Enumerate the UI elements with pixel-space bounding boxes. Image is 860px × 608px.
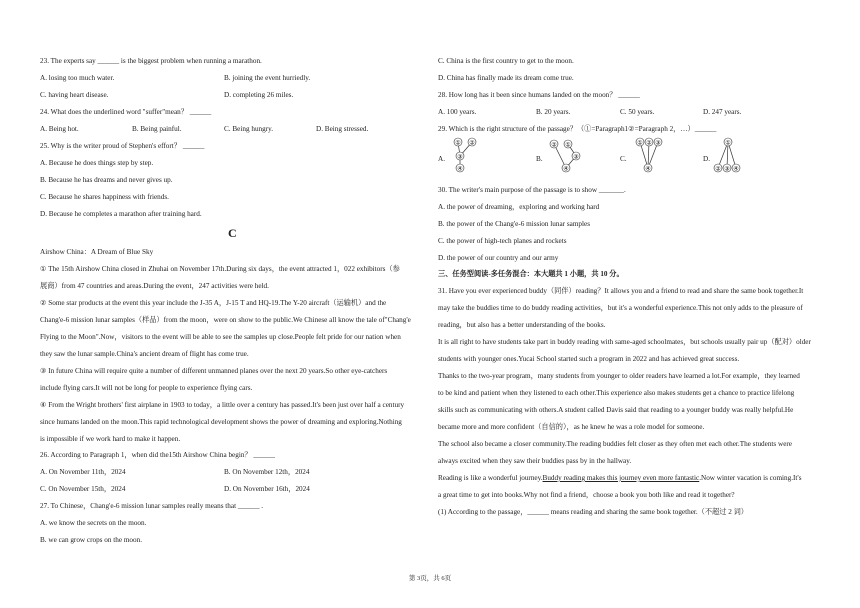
q23-option-a: A. losing too much water. [40, 74, 115, 82]
node-label: ③ [573, 153, 579, 161]
q28-option-b: B. 20 years. [536, 108, 571, 116]
q29-option-d: D. [703, 155, 710, 163]
q31-subquestion-1: (1) According to the passage，______ means reading and sharing the same book together.（不超过 2 词） [438, 508, 748, 516]
q26-option-d: D. On November 16th，2024 [224, 485, 310, 493]
q29-stem: 29. Which is the right structure of the passage？（①=Paragraph1②=Paragraph 2，…）______ [438, 125, 717, 133]
line12-text-c: .Now winter vacation is coming.It's [699, 474, 802, 482]
q25-option-b: B. Because he has dreams and never gives up. [40, 176, 173, 184]
passage-title: Airshow China：A Dream of Blue Sky [40, 248, 154, 256]
node-label: ④ [733, 165, 739, 173]
q28-option-a: A. 100 years. [438, 108, 477, 116]
q29-structure-d-diagram [712, 134, 752, 176]
q28-stem: 28. How long has it been since humans landed on the moon？ ______ [438, 91, 640, 99]
q31-line5: students with younger ones.Yucai School started such a program in 2022 and has achieved great success. [438, 355, 740, 363]
q31-line11: always excited when they saw their buddies pass by in the hallway. [438, 457, 632, 465]
passage-p2-line4: they saw the lunar sample.China's ancient dream of flight has come true. [40, 350, 249, 358]
q31-line7: to be kind and patient when they listened to each other.This experience also makes students get a chance to practice lifelong [438, 389, 795, 397]
q29-option-b: B. [536, 155, 543, 163]
q25-option-c: C. Because he shares happiness with friends. [40, 193, 169, 201]
passage-p2-line3: Flying to the Moon".Now，visitors to the event will be able to see the samples up close.People felt pride for our nation when [40, 333, 401, 341]
passage-p3-line1: ③ In future China will require quite a number of different unmanned planes over the next 20 years.So other eye-catchers [40, 367, 388, 375]
q30-option-c: C. the power of high-tech planes and rockets [438, 237, 567, 245]
passage-p1-line2: 展商）from 47 countries and areas.During the event，247 activities were held. [40, 282, 269, 290]
line12-text-a: Reading is like a wonderful journey. [438, 474, 543, 482]
q30-stem: 30. The writer's main purpose of the passage is to show _______. [438, 186, 626, 194]
q27-option-c: C. China is the first country to get to the moon. [438, 57, 574, 65]
q27-option-d: D. China has finally made its dream come true. [438, 74, 574, 82]
node-label: ① [455, 139, 461, 147]
q31-line3: reading，but also has a better understanding of the books. [438, 321, 606, 329]
node-label: ③ [655, 139, 661, 147]
q31-line9: became more and more confident（自信的），as he knew he was a role model for someone. [438, 423, 705, 431]
q26-option-c: C. On November 15th，2024 [40, 485, 126, 493]
q29-option-a: A. [438, 155, 445, 163]
node-label: ④ [457, 165, 463, 173]
q31-line4: It is all right to have students take part in buddy reading with same-aged schoolmates，but schools usually pair up（配对）older [438, 338, 811, 346]
q28-option-c: C. 50 years. [620, 108, 655, 116]
part3-heading: 三、任务型阅读-多任务混合：本大题共 1 小题，共 10 分。 [438, 270, 624, 278]
q29-option-c: C. [620, 155, 627, 163]
node-label: ④ [563, 165, 569, 173]
q31-line2: may take the buddies time to do buddy reading activities，but it's a wonderful experience.This not only adds to the pleasure of [438, 304, 803, 312]
node-label: ① [637, 139, 643, 147]
q31-line10: The school also became a closer community.The reading buddies felt closer as they often met each other.The students were [438, 440, 792, 448]
q23-option-d: D. completing 26 miles. [224, 91, 294, 99]
q27-stem: 27. To Chinese，Chang'e-6 mission lunar samples really means that ______ . [40, 502, 264, 510]
q30-option-d: D. the power of our country and our army [438, 254, 559, 262]
q24-option-d: D. Being stressed. [316, 125, 369, 133]
q26-option-a: A. On November 11th，2024 [40, 468, 126, 476]
q23-option-b: B. joining the event hurriedly. [224, 74, 311, 82]
q30-option-b: B. the power of the Chang'e-6 mission lunar samples [438, 220, 591, 228]
passage-p1-line1: ① The 15th Airshow China closed in Zhuhai on November 17th.During six days，the event attracted 1，022 exhibitors（参 [40, 265, 400, 273]
q27-option-b: B. we can grow crops on the moon. [40, 536, 143, 544]
node-label: ② [715, 165, 721, 173]
passage-p4-line1: ④ From the Wright brothers' first airplane in 1903 to today，a little over a century has passed.It's been just over half a century [40, 401, 405, 409]
q25-stem: 25. Why is the writer proud of Stephen's effort？ ______ [40, 142, 205, 150]
node-label: ① [565, 141, 571, 149]
passage-p3-line2: include flying cars.It will not be long for people to experience flying cars. [40, 384, 253, 392]
q26-option-b: B. On November 12th，2024 [224, 468, 310, 476]
passage-p4-line3: is impossible if we work hard to make it happen. [40, 435, 181, 443]
q29-structure-b-diagram [546, 134, 586, 176]
passage-p2-line1: ② Some star products at the event this year include the J-35 A，J-15 T and HQ-19.The Y-20 aircraft（运输机）and the [40, 299, 387, 307]
node-label: ② [551, 141, 557, 149]
page-footer: 第 3页，共 6页 [408, 575, 452, 582]
q29-structure-a-diagram [450, 134, 490, 176]
underlined-sentence: Buddy reading makes this journey even more fantastic [542, 474, 700, 482]
q29-structure-c-diagram [634, 134, 674, 176]
q24-option-c: C. Being hungry. [224, 125, 274, 133]
passage-p4-line2: since humans landed on the moon.This rapid technological development shows the power of dreaming and exploring.Nothing [40, 418, 402, 426]
q27-option-a: A. we know the secrets on the moon. [40, 519, 147, 527]
node-label: ③ [457, 153, 463, 161]
q30-option-a: A. the power of dreaming，exploring and working hard [438, 203, 600, 211]
q24-option-a: A. Being hot. [40, 125, 79, 133]
q31-line8: skills such as communicating with others.A student called Davis said that reading to a younger buddy was really helpful.He [438, 406, 794, 414]
q24-stem: 24. What does the underlined word "suffer"mean？ ______ [40, 108, 212, 116]
node-label: ① [725, 139, 731, 147]
q23-stem: 23. The experts say ______ is the biggest problem when running a marathon. [40, 57, 262, 65]
node-label: ② [469, 139, 475, 147]
node-label: ② [646, 139, 652, 147]
q31-line1: 31. Have you ever experienced buddy（同伴）reading？It allows you and a friend to read and share the same book together.It [438, 287, 804, 295]
q25-option-d: D. Because he completes a marathon after training hard. [40, 210, 202, 218]
q26-stem: 26. According to Paragraph 1，when did the15th Airshow China begin？ ______ [40, 451, 275, 459]
q31-line6: Thanks to the two-year program，many students from younger to older readers have learned a lot.For example，they learned [438, 372, 800, 380]
section-c-heading: C [228, 226, 237, 240]
q31-line12 [438, 474, 802, 483]
q28-option-d: D. 247 years. [703, 108, 742, 116]
node-label: ③ [724, 165, 730, 173]
q24-option-b: B. Being painful. [132, 125, 182, 133]
q25-option-a: A. Because he does things step by step. [40, 159, 154, 167]
passage-p2-line2: Chang'e-6 mission lunar samples（样品）from the moon，were on show to the public.We Chinese all know the tale of"Chang'e [40, 316, 411, 324]
node-label: ④ [645, 165, 651, 173]
q23-option-c: C. having heart disease. [40, 91, 109, 99]
q31-line13: a great time to get into books.Why not find a friend，choose a book you both like and read it together? [438, 491, 735, 499]
